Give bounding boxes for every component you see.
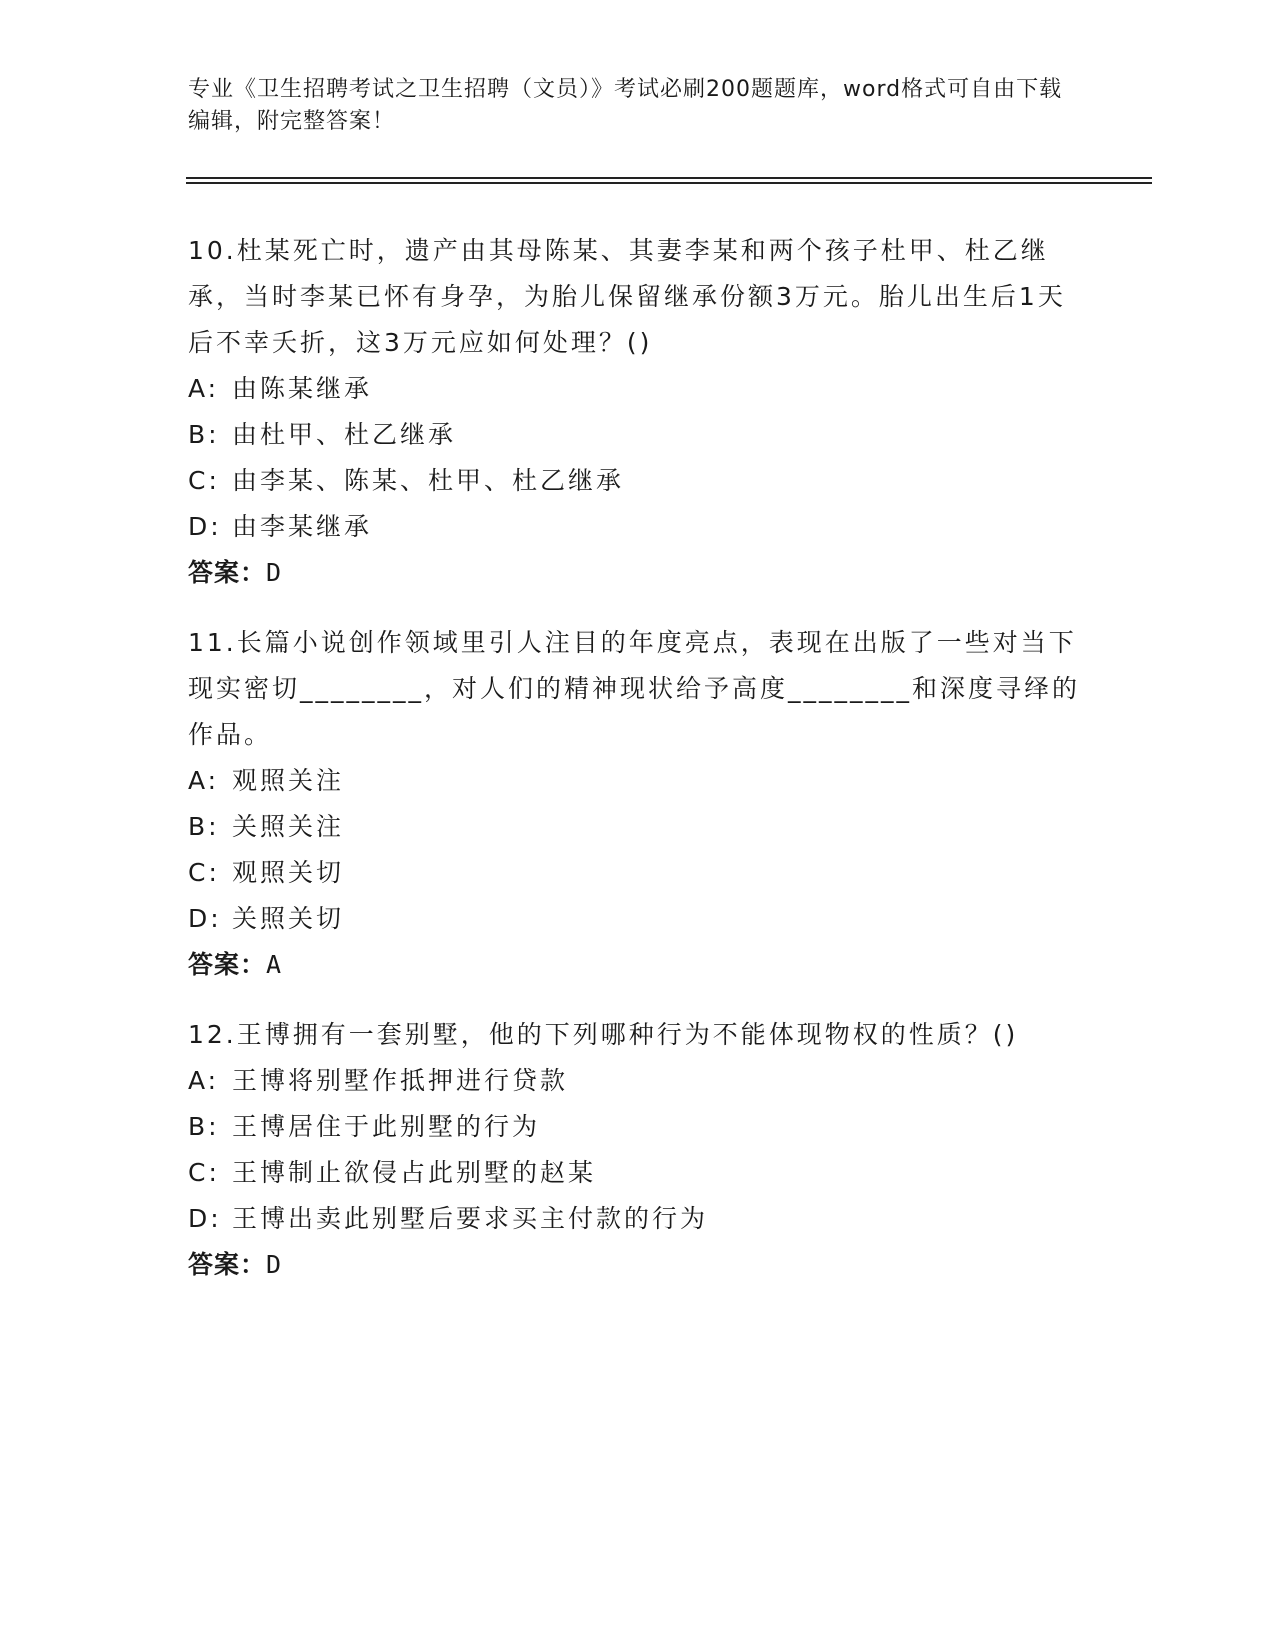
option-letter: A: bbox=[188, 1066, 220, 1095]
option-text: 由李某、陈某、杜甲、杜乙继承 bbox=[232, 466, 625, 495]
header-divider-top bbox=[186, 177, 1152, 179]
question-12 bbox=[188, 1012, 1088, 1288]
option-d bbox=[188, 896, 1088, 942]
option-letter: C: bbox=[188, 466, 220, 495]
option-a bbox=[188, 1058, 1088, 1104]
option-text: 由杜甲、杜乙继承 bbox=[232, 420, 457, 449]
option-letter: D: bbox=[188, 512, 222, 541]
answer-label: 答案： bbox=[188, 558, 267, 587]
answer-value: A bbox=[266, 950, 283, 979]
option-letter: C: bbox=[188, 1158, 220, 1187]
option-text: 王博制止欲侵占此别墅的赵某 bbox=[232, 1158, 597, 1187]
option-letter: A: bbox=[188, 766, 220, 795]
answer-label: 答案： bbox=[188, 950, 267, 979]
document-header: 专业《卫生招聘考试之卫生招聘（文员）》考试必刷200题题库，word格式可自由下载编辑，附完整答案！ bbox=[188, 77, 1063, 134]
option-letter: A: bbox=[188, 374, 220, 403]
option-text: 王博将别墅作抵押进行贷款 bbox=[232, 1066, 569, 1095]
option-d bbox=[188, 504, 1088, 550]
option-text: 关照关切 bbox=[232, 904, 345, 933]
header-divider-bottom bbox=[186, 182, 1152, 184]
option-a bbox=[188, 758, 1088, 804]
option-text: 观照关注 bbox=[232, 766, 345, 795]
option-c bbox=[188, 850, 1088, 896]
option-b bbox=[188, 804, 1088, 850]
option-text: 关照关注 bbox=[232, 812, 345, 841]
option-text: 由陈某继承 bbox=[232, 374, 373, 403]
option-text: 由李某继承 bbox=[232, 512, 373, 541]
option-letter: D: bbox=[188, 904, 222, 933]
option-b bbox=[188, 1104, 1088, 1150]
option-letter: B: bbox=[188, 1112, 220, 1141]
answer-value: D bbox=[266, 558, 283, 587]
option-letter: B: bbox=[188, 812, 220, 841]
option-b bbox=[188, 412, 1088, 458]
option-text: 王博居住于此别墅的行为 bbox=[232, 1112, 541, 1141]
question-stem: 11.长篇小说创作领域里引人注目的年度亮点，表现在出版了一些对当下现实密切________，对人们的精神现状给予高度________和深度寻绎的作品。 bbox=[188, 628, 1081, 749]
answer-line bbox=[188, 550, 1088, 596]
question-stem: 12.王博拥有一套别墅，他的下列哪种行为不能体现物权的性质？() bbox=[188, 1020, 1019, 1049]
option-c bbox=[188, 1150, 1088, 1196]
option-d bbox=[188, 1196, 1088, 1242]
option-letter: D: bbox=[188, 1204, 222, 1233]
answer-value: D bbox=[266, 1250, 283, 1279]
option-c bbox=[188, 458, 1088, 504]
option-letter: B: bbox=[188, 420, 220, 449]
question-stem: 10.杜某死亡时，遗产由其母陈某、其妻李某和两个孩子杜甲、杜乙继承，当时李某已怀有身孕，为胎儿保留继承份额3万元。胎儿出生后1天后不幸夭折，这3万元应如何处理？() bbox=[188, 236, 1066, 357]
answer-line bbox=[188, 1242, 1088, 1288]
option-letter: C: bbox=[188, 858, 220, 887]
question-11 bbox=[188, 620, 1088, 988]
answer-line bbox=[188, 942, 1088, 988]
question-10 bbox=[188, 228, 1088, 596]
answer-label: 答案： bbox=[188, 1250, 267, 1279]
option-text: 观照关切 bbox=[232, 858, 345, 887]
option-text: 王博出卖此别墅后要求买主付款的行为 bbox=[232, 1204, 709, 1233]
option-a bbox=[188, 366, 1088, 412]
